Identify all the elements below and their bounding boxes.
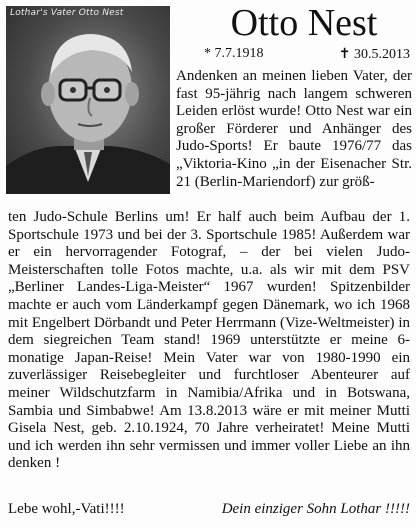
portrait-figure [6,6,170,194]
photo-caption: Lothar's Vater Otto Nest [10,8,124,18]
person-name: Otto Nest [230,2,378,44]
farewell-text: Lebe wohl,-Vati!!!! [8,501,125,517]
obituary-text-top [176,68,412,191]
obituary-text-main [8,209,410,473]
portrait-photo [6,6,170,194]
signature-text: Dein einziger Sohn Lothar !!!!! [221,501,410,517]
life-dates [204,46,410,63]
intro-paragraph: Andenken an meinen lieben Vater, der fast 95-jährig nach langem schweren Leiden erlöst wurde! Otto Nest war ein großer Förderer und Anhänger des Judo-Sports! Er baute 1976/77 das „Viktoria-Kino „in der Eisenacher Str. 21 (Berlin-Mariendorf) zur größ- [176,68,412,190]
birth-date: * 7.7.1918 [204,46,264,61]
closing-line [8,500,410,518]
death-date: ✝ 30.5.2013 [338,47,410,62]
main-paragraph: ten Judo-Schule Berlins um! Er half auch beim Aufbau der 1. Sportschule 1973 und bei der 3. Sportschule 1985! Außerdem war er ein hervorragender Fotograf, – der bei vielen Judo-Meisterschaften tolle Fotos machte, u.a. als wir mit dem PSV „Berliner Landes-Liga-Meister“ 1967 wurden! Spitzenbilder machte er auch vom Länderkampf gegen Dänemark, wo ich 1968 mit Engelbert Dörbandt und Peter Herrmann (Vize-Weltmeister) in dem siegreichen Team stand! 1969 unterstützte er meine 6-monatige Japan-Reise! Mein Vater war von 1980-1990 ein zuverlässiger Reisebegleiter und furchtloser Abenteurer auf meiner Wildschutzfarm in Namibia/Afrika und in Botswana, Sambia und Simbabwe! Am 13.8.2013 wäre er mit meiner Mutti Gisela Nest, geb. 2.10.1924, 70 Jahre verheiratet! Meine Mutti und ich werden ihn sehr vermissen und immer voller Liebe an ihn denken ! [8,209,410,472]
